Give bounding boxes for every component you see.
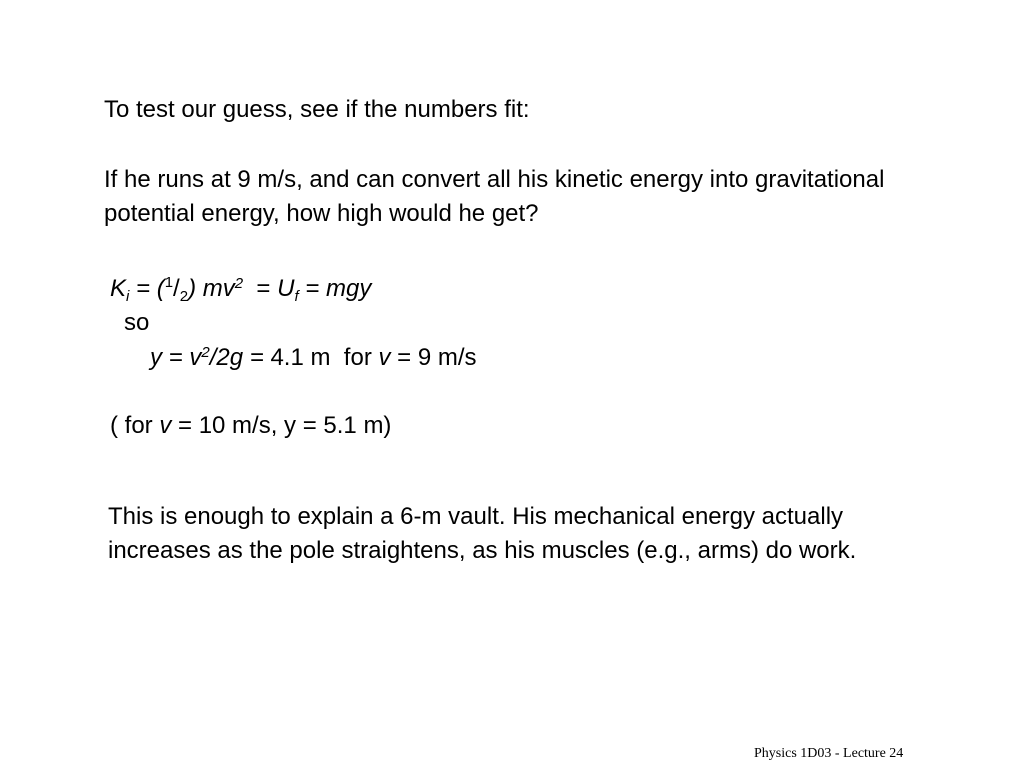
eq-mv: mv [202, 275, 235, 302]
eq-frac-num: 1 [164, 274, 174, 291]
eq2-y: y [150, 344, 162, 371]
eq-mgy: mgy [325, 275, 372, 302]
eq2-equals-2: = [243, 344, 271, 371]
eq2-result: 4.1 m for [270, 344, 379, 371]
eq-equals-u: = [243, 275, 278, 302]
eq-frac-den: 2 [179, 288, 189, 305]
note-v: v [159, 412, 172, 439]
eq2-over-2g: /2g [209, 344, 244, 371]
eq2-equals: = [162, 344, 190, 371]
footer-lecture-label: Physics 1D03 - Lecture 24 [754, 746, 904, 761]
conclusion-paragraph: This is enough to explain a 6-m vault. His mechanical energy actually increases as the pole straightens, as his muscles (e.g., arms) do work. [108, 503, 857, 564]
eq-close: ) [188, 275, 203, 302]
eq2-v: v [189, 344, 202, 371]
note-tail: = 10 m/s, y = 5.1 m) [171, 412, 392, 439]
alternate-speed-note [110, 409, 391, 443]
eq-k: K [110, 275, 127, 302]
eq-open: = ( [129, 275, 165, 302]
eq-frac-slash: / [173, 275, 180, 302]
eq-k-sub: i [126, 288, 130, 305]
eq-u-sub: f [294, 288, 299, 305]
eq2-v-italic: v [378, 344, 391, 371]
eq2-v-sq: 2 [201, 344, 210, 361]
intro-line: To test our guess, see if the numbers fit: [104, 96, 530, 123]
eq2-tail: = 9 m/s [390, 344, 477, 371]
eq-equals-mgy: = [298, 275, 326, 302]
kinetic-energy-equation [110, 272, 371, 306]
so-word: so [124, 309, 150, 336]
height-equation [150, 341, 477, 375]
eq-u: U [277, 275, 295, 302]
question-paragraph: If he runs at 9 m/s, and can convert all his kinetic energy into gravitational potential energy, how high would he get? [104, 166, 885, 227]
note-open: ( for [110, 412, 160, 439]
eq-mv-sq: 2 [234, 275, 244, 292]
